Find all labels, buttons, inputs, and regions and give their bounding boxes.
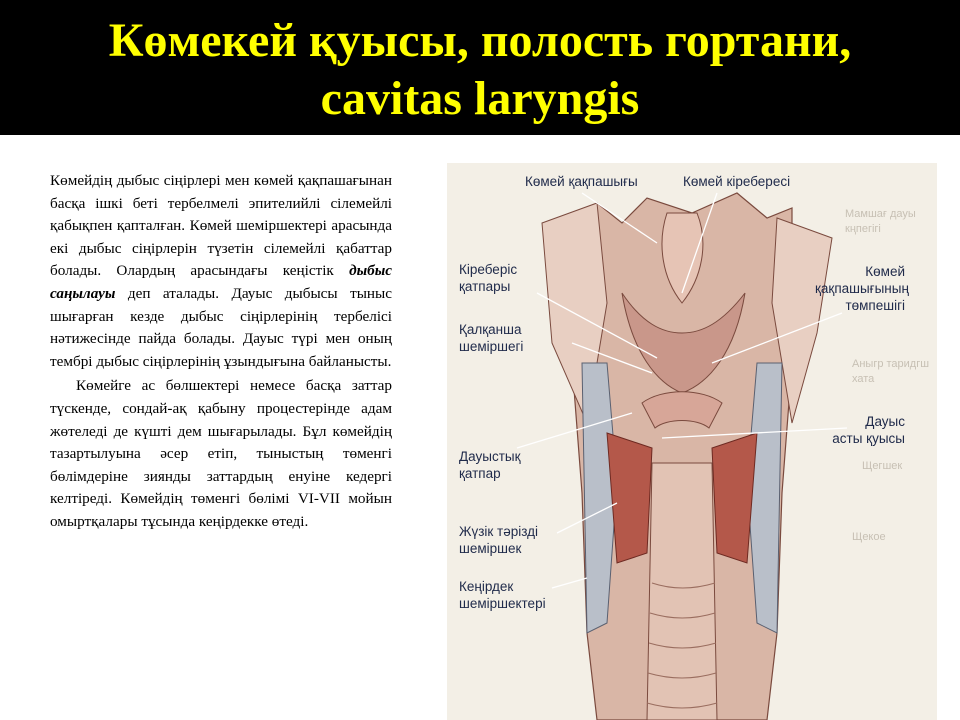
paragraph-2: Көмейге ас бөлшектері немесе басқа заттар түскенде, сондай-ақ қабыну процестерінде адам жөтеледі де күшті дем шығарылады. Бұл көмейдің тазартылуына әсер етіп, тыныстың төменгі бөлімдеріне зиянды заттардың енуіне кедергі келтіреді. Көмейдің төменгі бөлімі VI-VII мойын омыртқалары тұсында кеңірдекке өтеді. xyxy=(50,377,392,530)
glottis-term: дыбыс саңылауы xyxy=(50,262,392,302)
label-arytenoid-cartilage xyxy=(459,321,523,355)
label-epiglottic-tubercle xyxy=(815,263,909,314)
faded-label-5: Щегшек xyxy=(862,460,903,472)
faded-label-2: кңпегігі xyxy=(845,223,881,235)
larynx-illustration xyxy=(447,163,937,720)
body-text xyxy=(50,170,392,534)
label-vocal-folds-line-2: қатпар xyxy=(459,466,501,481)
label-arytenoid-line-2: шеміршегі xyxy=(459,339,524,354)
label-subglottic-line-1: Дауыс xyxy=(865,414,905,429)
label-subglottic-line-2: асты қуысы xyxy=(832,431,905,446)
faded-label-1: Мамшағ дауы xyxy=(845,208,916,220)
label-vestibular-folds-line-1: Кіреберіс xyxy=(459,262,518,277)
title-line-1: Көмекей қуысы, полость гортани, xyxy=(108,14,852,67)
label-laryngeal-vestibule: Көмей кіребересі xyxy=(683,174,791,189)
faded-label-3: Аныгр таридгш xyxy=(852,358,930,370)
label-epiglottis: Көмей қақпашығы xyxy=(525,174,638,189)
label-arytenoid-line-1: Қалқанша xyxy=(459,322,522,337)
label-cricoid-line-1: Жүзік тәрізді xyxy=(459,524,539,539)
label-vestibular-folds-line-2: қатпары xyxy=(459,279,511,294)
label-cricoid-cartilage xyxy=(459,523,538,557)
slide-title xyxy=(0,12,960,128)
title-line-2: cavitas laryngis xyxy=(320,72,640,125)
label-cricoid-line-2: шеміршек xyxy=(459,541,522,556)
paragraph-1-part-b: деп аталады. Дауыс дыбысы тыныс шығарған кезде дыбыс сіңірлерінің тербелісі нәтижесінде пайда болады. Дауыс түрі мен оның тембрі дыбыс сіңірлерінің ұзындығына байланысты. xyxy=(50,284,392,370)
label-tubercle-line-2: қақпашығының xyxy=(815,281,909,296)
label-vestibular-folds xyxy=(459,261,517,295)
label-subglottic-cavity xyxy=(815,413,905,447)
label-tracheal-line-1: Кеңірдек xyxy=(459,579,514,594)
label-tubercle-line-3: төмпешігі xyxy=(845,298,905,313)
label-vocal-folds-line-1: Дауыстық xyxy=(459,449,521,464)
label-tracheal-line-2: шеміршектері xyxy=(459,596,546,611)
label-tracheal-cartilages xyxy=(459,578,546,612)
paragraph-1-part-a: Көмейдің дыбыс сіңірлері мен көмей қақпашағынан басқа ішкі беті тербелмелі эпителийлі сілемейлі қабықпен қапталған. Көмей шеміршектері арасында екі дыбыс сіңірлерін түзетін сілемейлі қабаттар болады. Олардың арасындағы кеңістік xyxy=(50,172,392,280)
label-tubercle-line-1: Көмей xyxy=(865,264,905,279)
label-vocal-folds xyxy=(459,448,521,482)
faded-label-4: хата xyxy=(852,373,875,385)
paragraph-1 xyxy=(50,170,392,373)
faded-label-6: Щекое xyxy=(852,531,886,543)
